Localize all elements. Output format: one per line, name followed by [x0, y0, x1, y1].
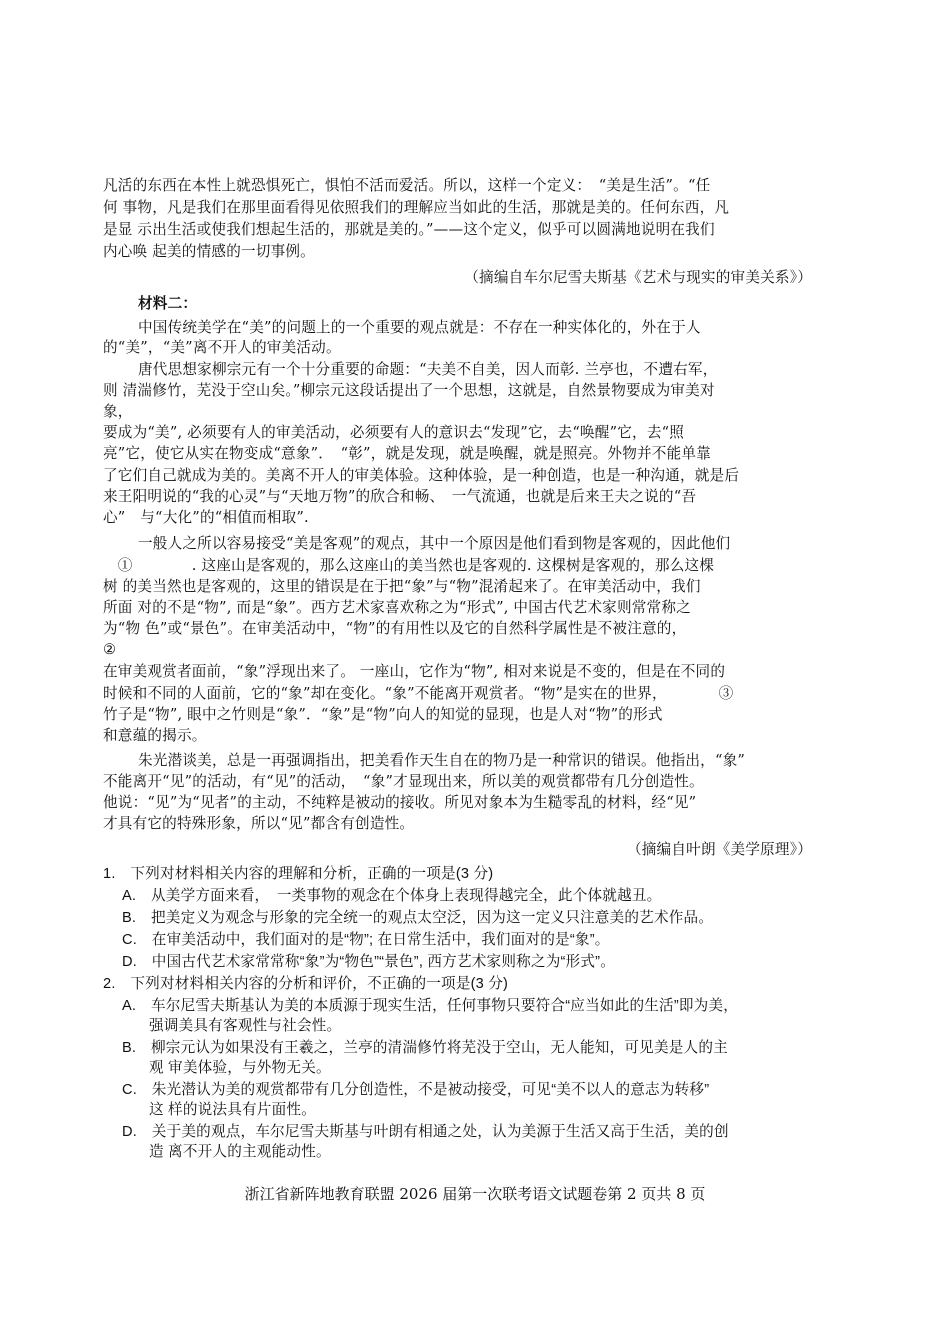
material-two-line: 中国传统美学在“美”的问题上的一个重要的观点就是：不存在一种实体化的，外在于人: [138, 319, 701, 336]
material-one-line: 是显 示出生活或使我们想起生活的，那就是美的。”——这个定义，似乎可以圆满地说明在我们: [103, 221, 715, 238]
question-2-option-b-cont: 观 审美体验，与外物无关。: [149, 1060, 331, 1076]
material-two-line: ① . 这座山是客观的，那么这座山的美当然也是客观的. 这棵树是客观的，那么这棵: [103, 557, 715, 574]
material-two-line: ②: [103, 641, 117, 658]
question-1-option-d: D. 中国古代艺术家常常称“象”为“物色”“景色”, 西方艺术家则称之为“形式”。: [122, 954, 616, 970]
material-two-line: 才具有它的特殊形象，所以“见”都含有创造性。: [103, 815, 415, 832]
material-two-line: 则 清湍修竹，芜没于空山矣。”柳宗元这段话提出了一个思想，这就是，自然景物要成为审美对: [103, 382, 715, 399]
material-two-line: 朱光潜谈美，总是一再强调指出，把美看作天生自在的物乃是一种常识的错误。他指出，“象”: [138, 752, 746, 769]
question-1-option-c: C. 在审美活动中，我们面对的是“物”; 在日常生活中，我们面对的是“象”。: [122, 932, 610, 948]
material-two-line: 一般人之所以容易接受“美是客观”的观点，其中一个原因是他们看到物是客观的，因此他们: [138, 535, 731, 552]
question-2-option-a-cont: 强调美具有客观性与社会性。: [149, 1018, 342, 1034]
question-1-option-b: B. 把美定义为观念与形象的完全统一的观点太空泛，因为这一定义只注意美的艺术作品。: [122, 910, 714, 926]
question-1-option-a: A. 从美学方面来看， 一类事物的观念在个体身上表现得越完全，此个体就越丑。: [122, 888, 662, 904]
question-2-option-c: C. 朱光潜认为美的观赏都带有几分创造性，不是被动接受，可见“美不以人的意志为转移”: [122, 1082, 710, 1098]
question-2-option-d: D. 关于美的观点，车尔尼雪夫斯基与叶朗有相通之处，认为美源于生活又高于生活，美的创: [122, 1124, 729, 1140]
question-1-stem: 1. 下列对材料相关内容的理解和分析，正确的一项是(3 分): [103, 866, 494, 882]
material-two-line: 和意蕴的揭示。: [103, 727, 207, 744]
question-2-stem: 2. 下列对材料相关内容的分析和评价，不正确的一项是(3 分): [103, 976, 509, 992]
question-2-option-a: A. 车尔尼雪夫斯基认为美的本质源于现实生活，任何事物只要符合“应当如此的生活”即为美，: [122, 998, 739, 1014]
material-two-line: 竹子是“物”, 眼中之竹则是“象”．“象”是“物”向人的知觉的显现，也是人对“物”的形式: [103, 706, 663, 723]
material-two-line: 为“物 色”或“景色”。在审美活动中，“物”的有用性以及它的自然科学属性是不被注意的，: [103, 620, 687, 637]
material-two-source: （摘编自叶朗《美学原理》）: [626, 841, 812, 858]
material-two-line: 他说：“见”为“见者”的主动，不纯粹是被动的接收。所见对象本为生糙零乱的材料，经“见”: [103, 794, 697, 811]
material-one-line: 凡活的东西在本性上就恐惧死亡，惧怕不活而爱活。所以，这样一个定义： “美是生活”。“任: [103, 177, 711, 194]
material-two-line: 所面 对的不是“物”, 而是“象”。西方艺术家喜欢称之为“形式”, 中国古代艺术家则常常称之: [103, 599, 691, 616]
material-two-line: 唐代思想家柳宗元有一个十分重要的命题：“夫美不自美，因人而彰. 兰亭也，不遭右军，: [138, 361, 718, 378]
material-two-line: 不能离开“见”的活动，有“见”的活动， “象”才显现出来，所以美的观赏都带有几分创造性。: [103, 773, 704, 790]
material-one-line: 内心唤 起美的情感的一切事例。: [103, 243, 315, 260]
material-two-line: 要成为“美”, 必须要有人的审美活动，必须要有人的意识去“发现”它，去“唤醒”它，去“照: [103, 424, 685, 441]
material-two-line: 象，: [103, 403, 133, 420]
material-two-line: 的“美”，“美”离不开人的审美活动。: [103, 339, 341, 356]
page-footer: 浙江省新阵地教育联盟 2026 届第一次联考语文试题卷第 2 页共 8 页: [244, 1185, 706, 1203]
material-two-line: 了它们自己就成为美的。美离不开人的审美体验。这种体验，是一种创造，也是一种沟通，就是后: [103, 467, 740, 484]
material-two-line: 树 的美当然也是客观的，这里的错误是在于把“象”与“物”混淆起来了。在审美活动中，我们: [103, 578, 701, 595]
material-one-source: （摘编自车尔尼雪夫斯基《艺术与现实的审美关系》）: [464, 269, 812, 286]
question-2-option-b: B. 柳宗元认为如果没有王羲之，兰亭的清湍修竹将芜没于空山，无人能知，可见美是人的主: [122, 1040, 728, 1056]
material-one-line: 何 事物，凡是我们在那里面看得见依照我们的理解应当如此的生活，那就是美的。任何东西，凡: [103, 199, 730, 216]
material-two-line: 心” 与“大化”的“相值而相取”.: [103, 509, 309, 526]
question-2-option-c-cont: 这 样的说法具有片面性。: [149, 1102, 316, 1118]
material-two-heading: 材料二：: [138, 295, 198, 312]
material-two-line: 亮”它，使它从实在物变成“意象”． “彰”，就是发现，就是唤醒，就是照亮。外物并不能单靠: [103, 445, 711, 462]
material-two-line: 来王阳明说的“我的心灵”与“天地万物”的欣合和畅、 一气流通，也就是后来王夫之说的“吾: [103, 488, 697, 505]
question-2-option-d-cont: 造 离不开人的主观能动性。: [149, 1144, 331, 1160]
material-two-line: 在审美观赏者面前，“象”浮现出来了。 一座山，它作为“物”, 相对来说是不变的，但是在不同的: [103, 663, 726, 680]
material-two-line: 时候和不同的人面前，它的“象”却在变化。“象”不能离开观赏者。“物”是实在的世界， ③: [103, 685, 734, 702]
